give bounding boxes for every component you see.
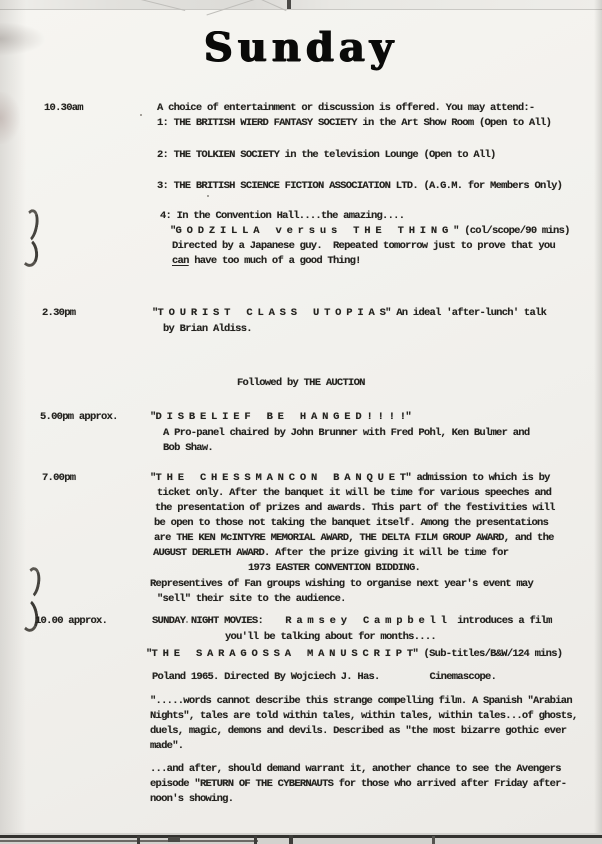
saragossa-film-title: "T H E S A R A G O S S A M A N U S C R I P T" (Sub-titles/B&W/124 mins): [146, 648, 563, 660]
banquet-line6: AUGUST DERLETH AWARD. After the prize giving it will be time for: [153, 547, 509, 559]
time-label-1030am: 10.30am: [44, 102, 83, 114]
time-label-230pm: 2.30pm: [42, 307, 76, 319]
scan-edge-mark: [432, 836, 435, 844]
scan-edge-mark: [254, 836, 257, 844]
morning-option-4: 4: In the Convention Hall....the amazing....: [160, 210, 405, 222]
godzilla-note-line2-rest: have too much of a good Thing!: [188, 255, 361, 267]
scan-edge-mark: [289, 835, 293, 844]
godzilla-note-line2: [172, 254, 361, 269]
scan-edge-mark: [287, 0, 291, 9]
page-right-shadow: [594, 0, 602, 844]
time-label-1000: 10.00 approx.: [35, 615, 108, 627]
banquet-line1: "T H E C H E S S M A N C O N B A N Q U E T" admission to which is by: [150, 472, 550, 484]
auction-note: Followed by THE AUCTION: [237, 377, 365, 389]
morning-option-3: 3: THE BRITISH SCIENCE FICTION ASSOCIATION LTD. (A.G.M. for Members Only): [157, 180, 563, 192]
banquet-line5: are THE KEN McINTYRE MEMORIAL AWARD, THE DELTA FILM GROUP AWARD, and the: [154, 532, 554, 544]
scan-speck: [140, 114, 142, 116]
underlined-word-can: can: [172, 255, 189, 267]
scan-smudge: [0, 92, 20, 144]
morning-option-2: 2: THE TOLKIEN SOCIETY in the television Lounge (Open to All): [157, 149, 496, 161]
scan-edge-mark: [137, 836, 140, 844]
saragossa-quote-line4: made".: [150, 740, 184, 752]
night-movies-line2: you'll be talking about for months....: [225, 631, 436, 643]
banquet-line3: the presentation of prizes and awards. This part of the festivities will: [155, 502, 555, 514]
time-label-700pm: 7.00pm: [42, 472, 76, 484]
tourist-class-utopias-line2: by Brian Aldiss.: [163, 323, 252, 335]
avengers-note-line1: ...and after, should demand warrant it, another chance to see the Avengers: [150, 763, 561, 775]
saragossa-quote-line2: Nights", tales are told within tales, within tales, within tales...of ghosts,: [150, 710, 578, 722]
banquet-line7: Representives of Fan groups wishing to organise next year's event may: [150, 578, 534, 590]
convention-bidding-line: 1973 EASTER CONVENTION BIDDING.: [248, 562, 421, 574]
banquet-line4: be open to those not taking the banquet itself. Among the presentations: [154, 517, 549, 529]
paper-crease: [207, 0, 272, 15]
banquet-line2: ticket only. After the banquet it will be time for various speeches and: [157, 487, 552, 499]
morning-option-1: 1: THE BRITISH WIERD FANTASY SOCIETY in the Art Show Room (Open to All): [157, 117, 552, 129]
scan-top-edge: [0, 0, 602, 10]
saragossa-credits: Poland 1965. Directed By Wojciech J. Has. Cinemascope.: [152, 671, 497, 683]
paper-crease: [250, 0, 287, 11]
saragossa-quote-line1: ".....words cannot describe this strange compelling film. A Spanish "Arabian: [150, 695, 572, 707]
disbelief-panel-title: "D I S B E L I E F B E H A N G E D ! ! ! !": [150, 411, 411, 423]
scan-edge-mark: [168, 837, 180, 842]
page-title: Sunday: [203, 24, 399, 71]
morning-intro: A choice of entertainment or discussion is offered. You may attend:-: [157, 102, 535, 114]
godzilla-film-title: "G O D Z I L L A v e r s u s T H E T H I N G " (col/scope/90 mins): [170, 225, 570, 237]
saragossa-quote-line3: duels, magic, demons and devils. Described as "the most bizarre gothic ever: [150, 725, 567, 737]
paper-crease: [129, 0, 186, 11]
tourist-class-utopias-line1: "T O U R I S T C L A S S U T O P I A S" An ideal 'after-lunch' talk: [152, 307, 547, 319]
disbelief-panel-line2: A Pro-panel chaired by John Brunner with Fred Pohl, Ken Bulmer and: [163, 427, 530, 439]
page-bottom-edge-line: [0, 835, 602, 838]
disbelief-panel-line3: Bob Shaw.: [163, 442, 213, 454]
underlying-page-edge: [0, 840, 258, 842]
time-label-500pm: 5.00pm approx.: [40, 411, 118, 423]
scan-speck: [207, 195, 209, 197]
night-movies-line1: SUNDAY NIGHT MOVIES: R a m s e y C a m p b e l l introduces a film: [152, 615, 552, 627]
avengers-note-line3: noon's showing.: [150, 793, 234, 805]
avengers-note-line2: episode "RETURN OF THE CYBERNAUTS for those who arrived after Friday after-: [150, 778, 567, 790]
banquet-line8: "sell" their site to the audience.: [157, 593, 346, 605]
godzilla-note-line1: Directed by a Japanese guy. Repeated tomorrow just to prove that you: [172, 240, 556, 252]
